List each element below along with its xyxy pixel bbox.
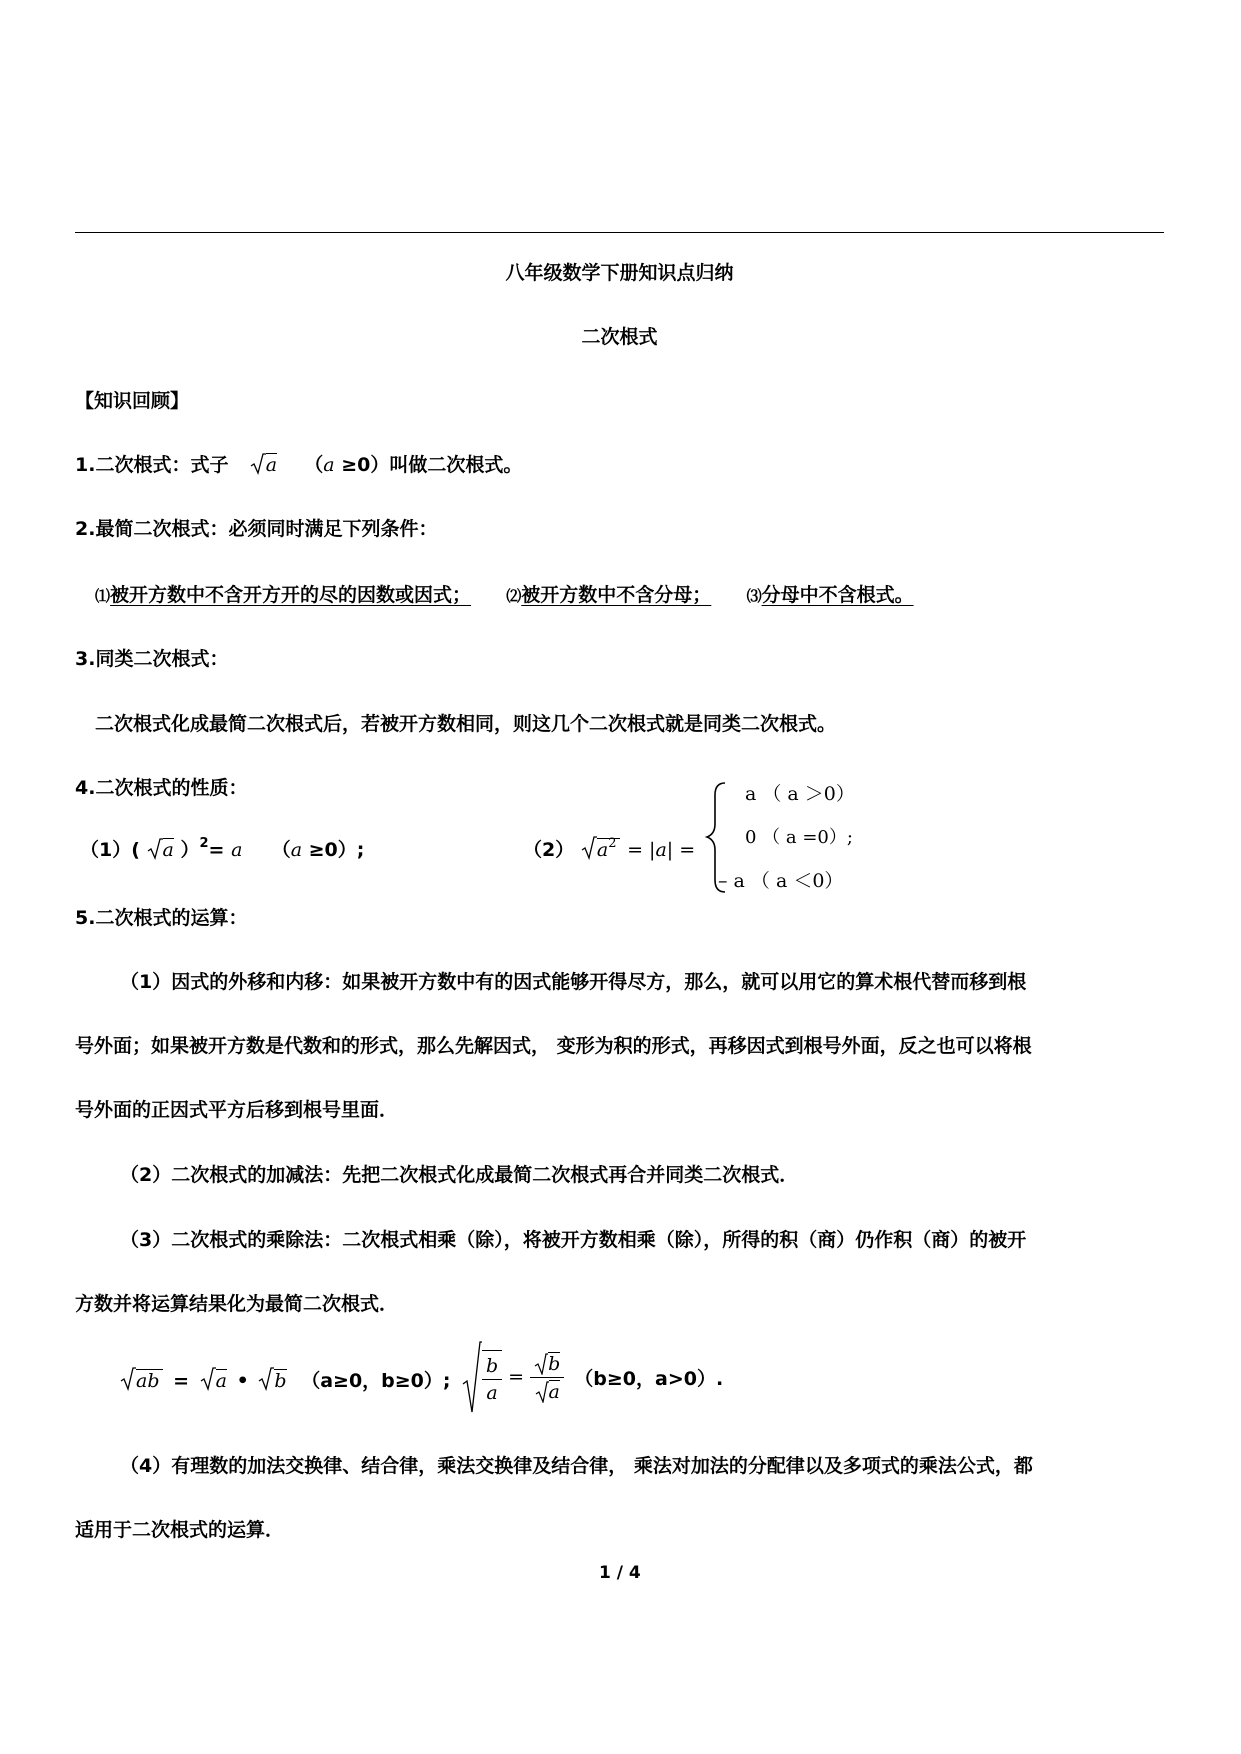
rule-4-line-2: 适用于二次根式的运算． (75, 1519, 285, 1541)
property-1-cond: ≥0）; (302, 839, 365, 861)
quotient-right-fraction (530, 1352, 564, 1403)
quotient-left-numerator: b (482, 1355, 502, 1380)
case-zero: 0 （ a =0）; (745, 827, 853, 848)
condition-3-number: ⑶ (746, 587, 762, 605)
item-1-var: a (323, 454, 335, 476)
property-2-equals: = | (627, 839, 656, 861)
rule-1-line-3: 号外面的正因式平方后移到根号里面． (75, 1099, 399, 1121)
sqrt-icon (200, 1367, 216, 1391)
condition-1-number: ⑴ (95, 587, 111, 605)
item-3-body: 二次根式化成最简二次根式后，若被开方数相同，则这几个二次根式就是同类二次根式。 (95, 713, 837, 735)
product-b: b (274, 1370, 287, 1392)
rule-1-line-2: 号外面；如果被开方数是代数和的形式，那么先解因式， 变形为积的形式，再移因式到根号外面，反之也可以将根 (75, 1035, 1032, 1057)
item-1-cond: ≥0）叫做二次根式。 (334, 454, 523, 476)
sqrt-icon (120, 1367, 136, 1391)
product-equals: = (173, 1370, 190, 1392)
rule-3-line-2: 方数并将运算结果化为最简二次根式． (75, 1293, 399, 1315)
property-2-equals-2: | = (666, 839, 696, 861)
knowledge-review-label: 【知识回顾】 (75, 390, 190, 412)
product-a: a (215, 1370, 227, 1392)
case-negative: – a （ a ＜0） (718, 870, 844, 892)
property-2-label: （2） (523, 839, 575, 861)
condition-2-number: ⑵ (506, 587, 522, 605)
item-4-heading: 4.二次根式的性质： (75, 777, 248, 799)
sqrt-icon (258, 1367, 274, 1391)
item-3-heading: 3.同类二次根式： (75, 648, 229, 670)
rule-4-line-1: （4）有理数的加法交换律、结合律，乘法交换律及结合律， 乘法对加法的分配律以及多项式的乘法公式，都 (120, 1455, 1033, 1477)
property-1-radicand: a (162, 839, 174, 861)
item-1 (75, 450, 522, 477)
quotient-condition: （b≥0，a>0）. (574, 1367, 724, 1390)
sqrt-icon (250, 453, 266, 475)
item-5-heading: 5.二次根式的运算： (75, 907, 248, 929)
property-1-open: （ (271, 839, 291, 861)
condition-3: 分母中不含根式。 (761, 584, 914, 606)
property-1-label: （1）( (80, 839, 140, 861)
item-1-text: 1.二次根式：式子 (75, 454, 229, 476)
property-1-exponent: 2 (199, 836, 209, 851)
sqrt-icon (535, 1381, 549, 1403)
section-title: 二次根式 (581, 326, 658, 348)
property-2-exponent: 2 (608, 836, 617, 851)
quotient-formula (462, 1340, 723, 1414)
product-formula (120, 1366, 451, 1393)
quotient-equals: = (508, 1366, 525, 1388)
product-dot: • (236, 1370, 249, 1392)
property-2-abs: a (655, 839, 667, 861)
rule-1-line-1: （1）因式的外移和内移：如果被开方数中有的因式能够开得尽方，那么，就可以用它的算术根代替而移到根 (120, 971, 1027, 993)
sqrt-icon (147, 838, 163, 860)
rule-3-line-1: （3）二次根式的乘除法：二次根式相乘（除），将被开方数相乘（除），所得的积（商）仍作积（商）的被开 (120, 1229, 1027, 1251)
quotient-left-denominator: a (486, 1382, 498, 1404)
rule-2: （2）二次根式的加减法：先把二次根式化成最简二次根式再合并同类二次根式． (120, 1164, 799, 1186)
quotient-right-denominator: a (548, 1380, 560, 1403)
item-1-radicand: a (265, 454, 278, 476)
property-2 (523, 835, 695, 862)
page-title: 八年级数学下册知识点归纳 (505, 262, 734, 284)
property-1-var: a (290, 839, 303, 861)
property-1 (80, 835, 364, 862)
quotient-left-fraction (482, 1355, 502, 1404)
condition-1: 被开方数中不含开方开的尽的因数或因式； (110, 584, 472, 606)
sqrt-icon (581, 836, 597, 860)
item-2-conditions (95, 580, 914, 607)
quotient-right-numerator: b (548, 1352, 561, 1375)
condition-2: 被开方数中不含分母； (521, 584, 712, 606)
product-radicand: ab (136, 1369, 163, 1392)
property-1-result: a (231, 839, 243, 861)
page-number: 1 / 4 (599, 1563, 641, 1583)
property-1-equals: = (208, 839, 232, 861)
item-2-heading: 2.最简二次根式：必须同时满足下列条件： (75, 518, 438, 540)
item-1-open: （ (304, 454, 324, 476)
sqrt-icon (534, 1353, 548, 1375)
property-1-close: ） (180, 839, 200, 861)
case-positive: a （ a ＞0） (745, 783, 855, 805)
property-2-radicand: $a^2$ (597, 838, 621, 861)
product-condition: （a≥0，b≥0）; (301, 1370, 451, 1392)
header-rule (75, 232, 1164, 233)
sqrt-icon (462, 1340, 482, 1414)
